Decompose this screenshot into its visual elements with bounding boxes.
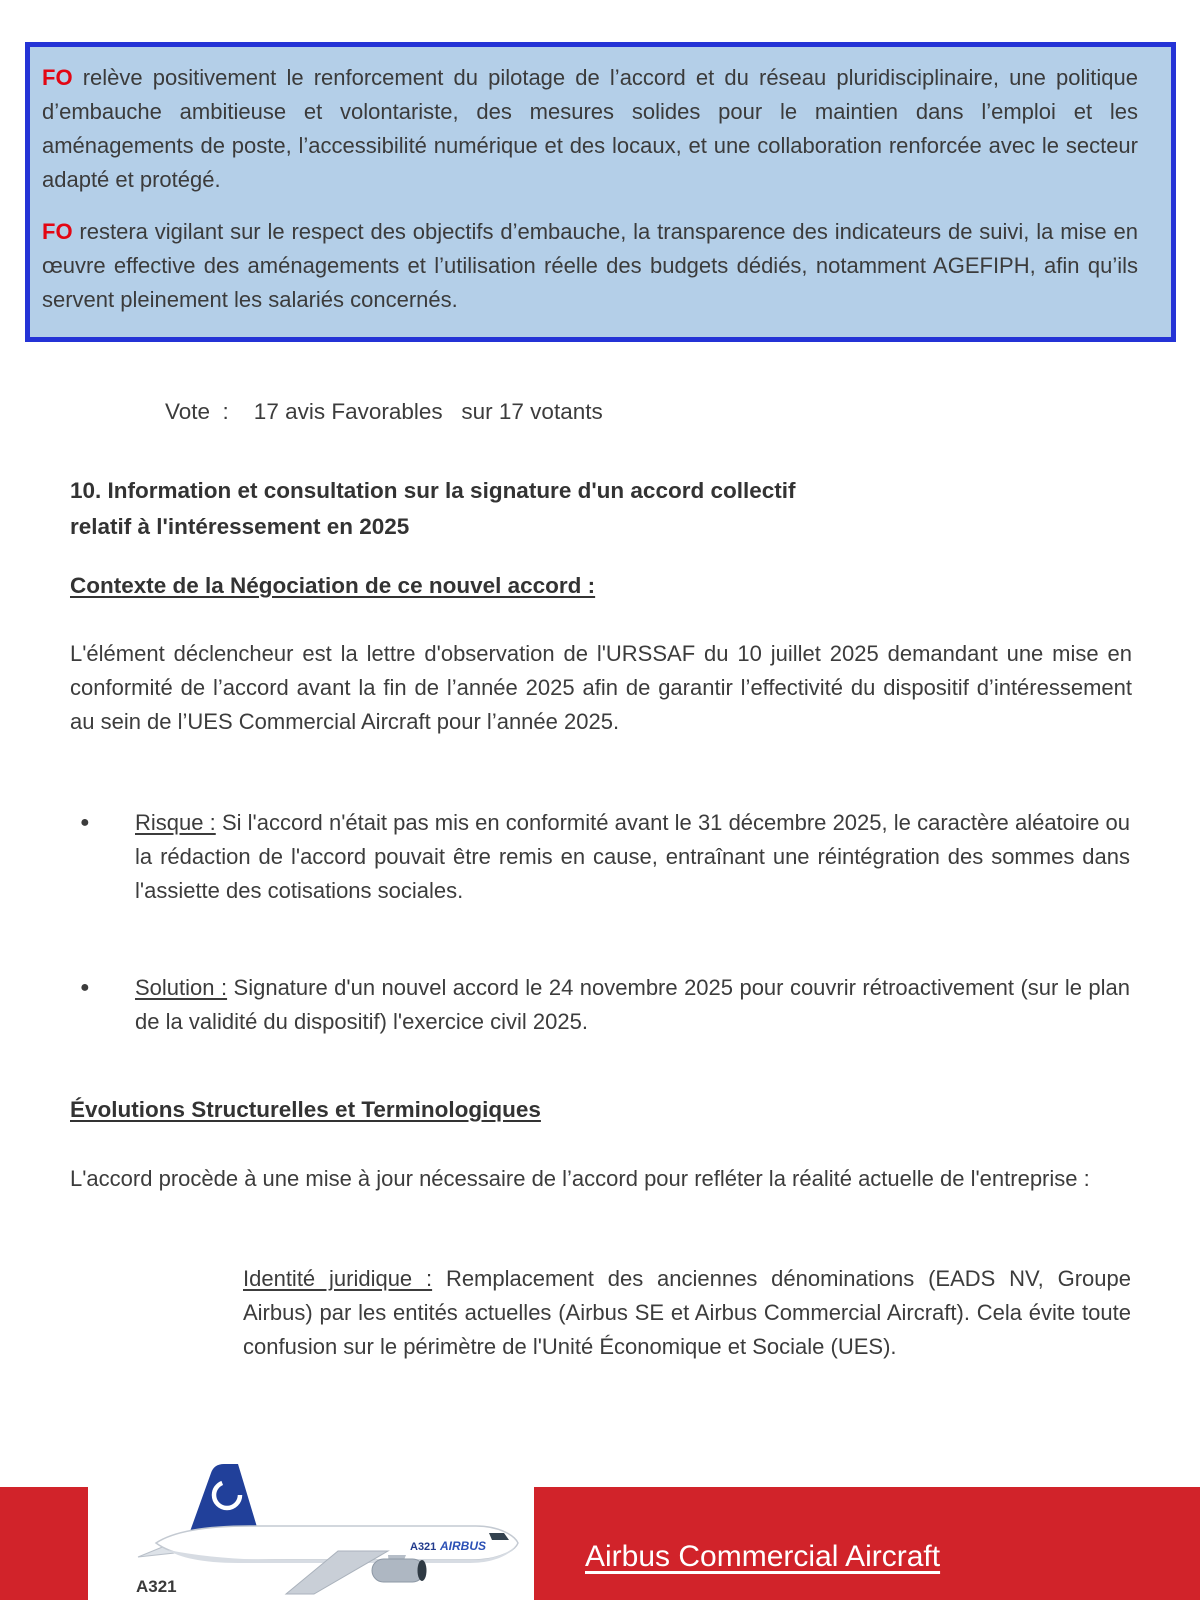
context-heading: Contexte de la Négociation de ce nouvel accord : (70, 573, 596, 598)
fo-label-1: FO (42, 65, 73, 90)
bullet-icon: ● (80, 979, 90, 996)
solution-text: Signature d'un nouvel accord le 24 novembre 2025 pour couvrir rétroactivement (sur le plan de la validité du dispositif) l'exercice civil 2025. (135, 975, 1130, 1034)
risk-text: Si l'accord n'était pas mis en conformité avant le 31 décembre 2025, le caractère aléatoire ou la rédaction de l'accord pouvait être remis en cause, entraînant une réintégration des sommes dans l'assiette des cotisations sociales. (135, 810, 1130, 903)
risk-label: Risque : (135, 810, 216, 835)
risk-bullet-item (80, 806, 1130, 908)
footer-link-airbus-commercial-aircraft[interactable]: Airbus Commercial Aircraft (585, 1540, 941, 1573)
plane-engine (372, 1559, 424, 1582)
risk-bullet-text (135, 806, 1130, 908)
plane-fuselage-model-text: A321 (410, 1541, 437, 1553)
fo-paragraph-1-text: relève positivement le renforcement du pilotage de l’accord et du réseau pluridisciplinaire, une politique d’embauche ambitieuse et volontariste, des mesures solides pour le maintien dans l’emploi et les aménagements de poste, l’accessibilité numérique et des locaux, et une collaboration renforcée avec le secteur adapté et protégé. (42, 65, 1138, 192)
section-10-title (70, 473, 795, 545)
fo-paragraph-2 (42, 215, 1138, 317)
plane-caption-text: A321 (136, 1577, 177, 1596)
context-intro-paragraph: L'élément déclencheur est la lettre d'observation de l'URSSAF du 10 juillet 2025 demandant une mise en conformité de l’accord avant la fin de l’année 2025 afin de garantir l’effectivité du dispositif d’intéressement au sein de l’UES Commercial Aircraft pour l’année 2025. (70, 641, 1132, 734)
airbus-a321-plane-image (88, 1451, 534, 1600)
plane-photo (88, 1451, 534, 1600)
fo-paragraph-2-text: restera vigilant sur le respect des objectifs d’embauche, la transparence des indicateurs de suivi, la mise en œuvre effective des aménagements et l’utilisation réelle des budgets dédiés, notamment AGEFIPH, afin qu’ils servent pleinement les salariés concernés. (42, 219, 1138, 312)
identity-item (243, 1262, 1131, 1364)
vote-result: Vote : 17 avis Favorables sur 17 votants (165, 399, 603, 424)
section-10-title-line1: 10. Information et consultation sur la signature d'un accord collectif (70, 478, 796, 503)
section-10-title-line2: relatif à l'intéressement en 2025 (70, 514, 410, 539)
solution-bullet-text (135, 971, 1130, 1039)
fo-paragraph-1 (42, 61, 1138, 197)
evolutions-intro-paragraph: L'accord procède à une mise à jour nécessaire de l’accord pour refléter la réalité actuelle de l'entreprise : (70, 1166, 1090, 1191)
bullet-icon: ● (80, 814, 90, 831)
plane-fuselage-brand-text: AIRBUS (440, 1539, 487, 1553)
evolutions-heading: Évolutions Structurelles et Terminologiques (70, 1097, 541, 1122)
plane-engine-intake (418, 1560, 427, 1581)
fo-summary-box (25, 42, 1176, 342)
identity-label: Identité juridique : (243, 1266, 433, 1291)
solution-bullet-item (80, 971, 1130, 1039)
solution-label: Solution : (135, 975, 228, 1000)
identity-text: Remplacement des anciennes dénominations (EADS NV, Groupe Airbus) par les entités actuelles (Airbus SE et Airbus Commercial Aircraft). Cela évite toute confusion sur le périmètre de l'Unité Économique et Sociale (UES). (243, 1266, 1131, 1359)
fo-label-2: FO (42, 219, 73, 244)
